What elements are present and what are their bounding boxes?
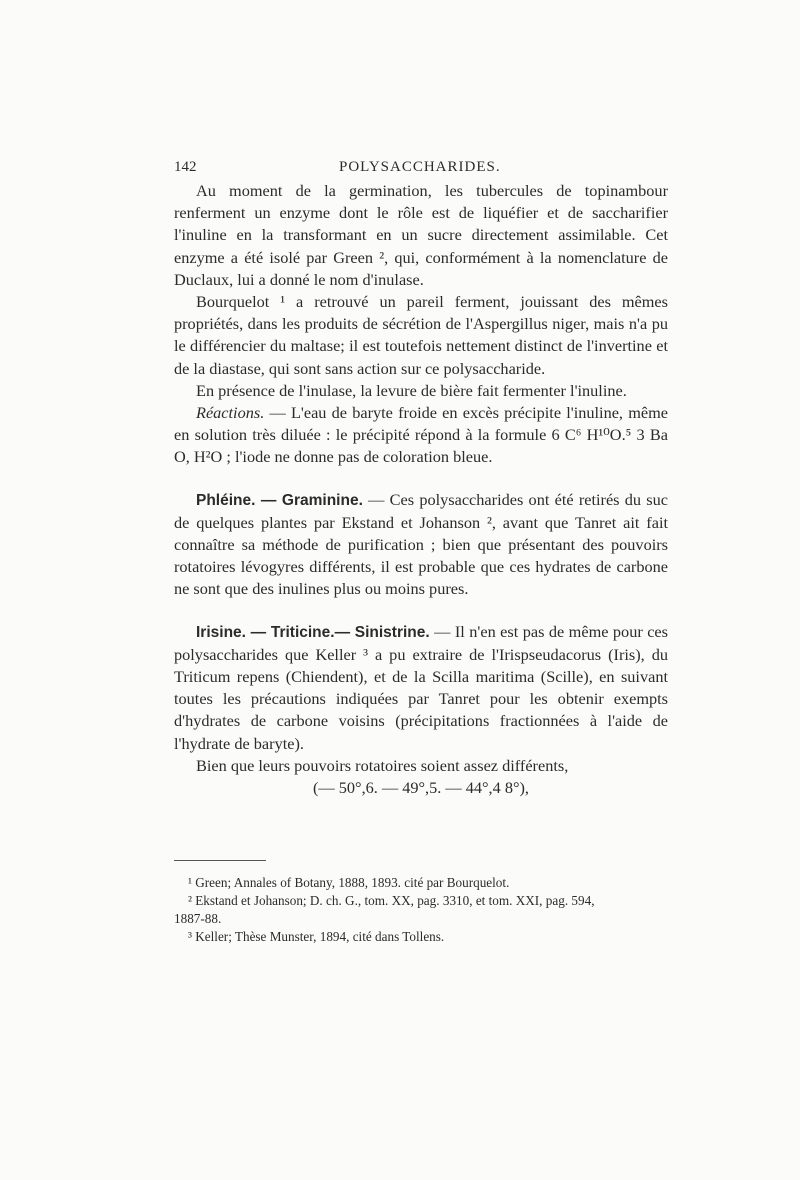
paragraph-phleine: [174, 489, 668, 601]
phleine-text: — Ces polysaccharides ont été retirés du suc de quelques plantes par Ekstand et Johanson ², avant que Tanret ait fait connaître sa méthode de purification ; bien que présentant des pouvoirs rotatoires lévogyres différents, il est probable que ces hydrates de carbone ne sont que des inulines plus ou moins pures.: [174, 489, 668, 599]
main-text: [174, 180, 668, 799]
paragraph-irisine: [174, 621, 668, 755]
irisine-heading: Irisine. — Triticine.— Sinistrine.: [196, 623, 430, 641]
footnote-3: ³ Keller; Thèse Munster, 1894, cité dans Tollens.: [188, 929, 445, 944]
running-title: POLYSACCHARIDES.: [339, 159, 501, 175]
reactions-text: — L'eau de baryte froide en excès précipite l'inuline, même en solution très diluée : le précipité répond à la formule 6 C⁶ H¹⁰O.⁵ 3 Ba O, H²O ; l'iode ne donne pas de coloration bleue.: [174, 403, 668, 467]
page-header: [174, 159, 674, 181]
reactions-heading: Réactions.: [196, 403, 265, 423]
footnote-2-continued: 1887-88.: [174, 911, 222, 926]
phleine-heading: Phléine. — Graminine.: [196, 491, 363, 509]
paragraph-levure: En présence de l'inulase, la levure de bière fait fermenter l'inuline.: [196, 380, 627, 400]
irisine-text: — Il n'en est pas de même pour ces polysaccharides que Keller ³ a pu extraire de l'Irispseudacorus (Iris), du Triticum repens (Chiendent), et de la Scilla maritima (Scille), en suivant toutes les précautions indiquées par Tanret pour les obtenir exempts d'hydrates de carbone voisins (précipitations fractionnées à l'aide de l'hydrate de baryte).: [174, 621, 668, 753]
footnote-2: ² Ekstand et Johanson; D. ch. G., tom. XX, pag. 3310, et tom. XXI, pag. 594,: [188, 893, 595, 908]
footnote-rule: [174, 860, 266, 861]
footnote-1: ¹ Green; Annales of Botany, 1888, 1893. cité par Bourquelot.: [188, 875, 510, 890]
paragraph-inulase: Au moment de la germination, les tubercules de topinambour renferment un enzyme dont le rôle est de liquéfier et de saccharifier l'inuline en la transformant en un sucre directement assimilable. Cet enzyme a été isolé par Green ², qui, conformément à la nomenclature de Duclaux, lui a donné le nom d'inulase.: [174, 181, 668, 289]
footnotes: [174, 874, 668, 946]
page-number: 142: [174, 159, 197, 175]
rotation-formula: (— 50°,6. — 49°,5. — 44°,4 8°),: [313, 778, 529, 798]
paragraph-bourquelot: Bourquelot ¹ a retrouvé un pareil ferment, jouissant des mêmes propriétés, dans les produits de sécrétion de l'Aspergillus niger, mais n'a pu le différencier du maltase; il est toutefois nettement distinct de l'invertine et de la diastase, qui sont sans action sur ce polysaccharide.: [174, 292, 668, 378]
paragraph-pouvoirs: Bien que leurs pouvoirs rotatoires soient assez différents,: [196, 755, 569, 775]
paragraph-reactions: [174, 402, 668, 469]
